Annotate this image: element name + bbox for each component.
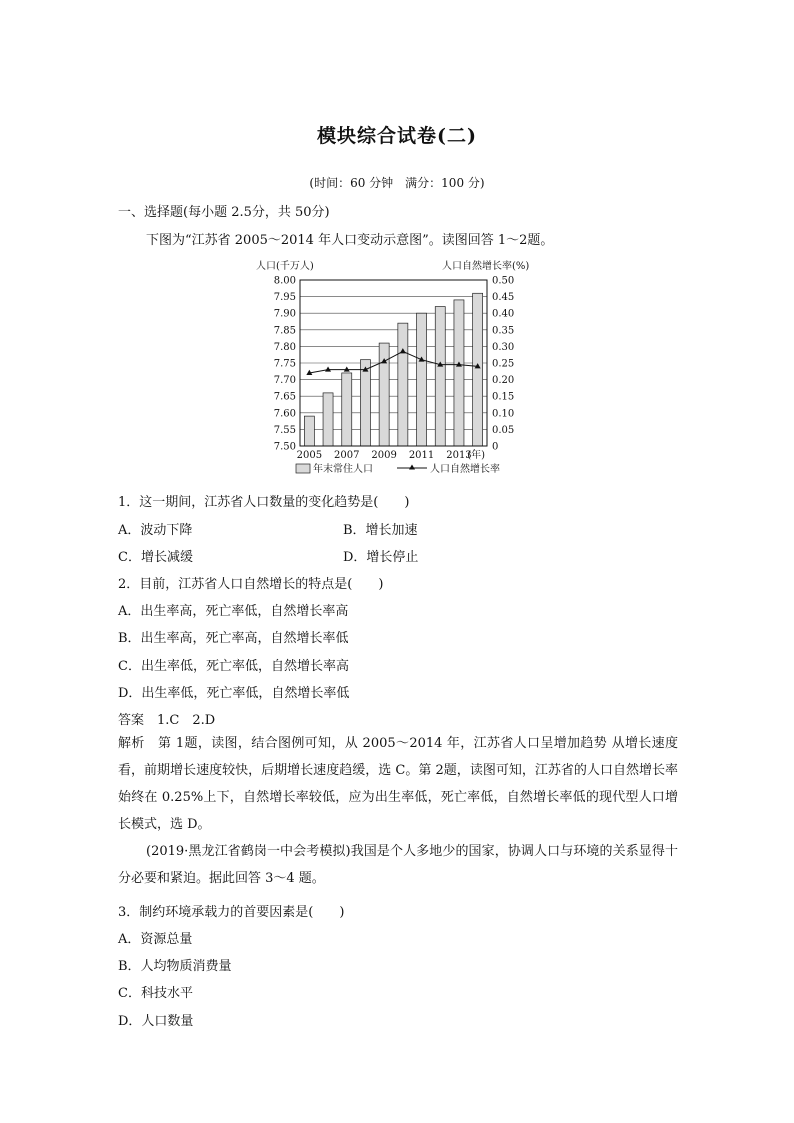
x-tick-label: 2005 [296, 450, 323, 461]
x-tick-label: 2013 [446, 450, 472, 461]
legend-line-label: 人口自然增长率 [430, 464, 500, 475]
right-axis-title: 人口自然增长率(%) [442, 261, 530, 272]
legend-bar-label: 年末常住人口 [313, 464, 373, 475]
right-tick-label: 0.45 [492, 292, 515, 304]
growth-rate-line [309, 351, 477, 373]
left-tick-label: 7.55 [273, 424, 296, 436]
answer-line: 答案 1.C 2.D [118, 713, 216, 728]
population-bar [435, 307, 445, 446]
left-tick-label: 7.65 [273, 391, 296, 403]
growth-rate-marker [344, 366, 350, 371]
population-bar [323, 393, 333, 446]
right-tick-label: 0.40 [492, 308, 515, 320]
population-bar [304, 416, 314, 446]
population-bar [398, 323, 408, 446]
population-bar [360, 360, 370, 446]
left-tick-label: 7.60 [273, 408, 296, 420]
question-1-option-c: C．增长减缓 [118, 550, 193, 565]
right-tick-label: 0.50 [492, 275, 515, 287]
population-bar [342, 373, 352, 446]
exam-meta: (时间：60 分钟 满分：100 分) [309, 176, 485, 190]
left-tick-label: 7.90 [273, 308, 296, 320]
left-tick-label: 7.50 [273, 441, 296, 453]
question-1-option-a: A．波动下降 [118, 523, 193, 538]
right-tick-label: 0.10 [492, 408, 515, 420]
population-bar [454, 300, 464, 446]
left-axis-title: 人口(千万人) [256, 261, 314, 272]
population-bar [473, 293, 483, 446]
question-1-stem: 1．这一期间，江苏省人口数量的变化趋势是( ) [118, 495, 410, 510]
question-3-option-d: D．人口数量 [118, 1014, 194, 1029]
question-2-stem: 2．目前，江苏省人口自然增长的特点是( ) [118, 577, 384, 592]
left-tick-label: 7.70 [273, 375, 296, 387]
question-3-option-c: C．科技水平 [118, 986, 193, 1001]
x-tick-label: 2007 [334, 450, 360, 461]
right-tick-label: 0.15 [492, 391, 515, 403]
question-2-option-b: B．出生率高，死亡率高，自然增长率低 [118, 631, 349, 646]
left-tick-label: 7.95 [273, 292, 296, 304]
question-2-option-c: C．出生率低，死亡率低，自然增长率高 [118, 659, 349, 674]
question-3-stem: 3．制约环境承载力的首要因素是( ) [118, 905, 345, 920]
x-axis-unit: (年) [467, 450, 485, 461]
population-chart [250, 254, 550, 486]
question-3-option-b: B．人均物质消费量 [118, 959, 232, 974]
growth-rate-marker [325, 366, 331, 371]
right-tick-label: 0.05 [492, 424, 515, 436]
legend-bar-swatch [296, 464, 310, 473]
legend-line-marker [409, 465, 415, 470]
x-tick-label: 2009 [371, 450, 397, 461]
section-heading: 一、选择题(每小题 2.5分，共 50分) [118, 205, 330, 220]
question-2-option-d: D．出生率低，死亡率低，自然增长率低 [118, 686, 350, 701]
population-bar [417, 313, 427, 446]
question-1-option-b: B．增长加速 [343, 523, 418, 538]
right-tick-label: 0.25 [492, 358, 515, 370]
left-tick-label: 7.85 [273, 325, 296, 337]
page-title: 模块综合试卷(二) [317, 125, 477, 147]
x-tick-label: 2011 [408, 450, 435, 461]
right-tick-label: 0 [492, 441, 499, 453]
right-tick-label: 0.20 [492, 375, 515, 387]
analysis-paragraph: 解析 第 1题，读图，结合图例可知，从 2005～2014 年，江苏省人口呈增加趋势 从增长速度看，前期增长速度较快，后期增长速度趋缓，选 C。第 2题，读图可知，江苏省的人口自然增长率始终在 0.25%上下，自然增长率较低，应为出生率低，死亡率低，自然增长率低的现代型人口增长模式，选 D。 [118, 736, 678, 832]
question-3-option-a: A．资源总量 [118, 932, 193, 947]
left-tick-label: 7.75 [273, 358, 296, 370]
right-tick-label: 0.30 [492, 341, 515, 353]
left-tick-label: 7.80 [273, 341, 296, 353]
question-2-option-a: A．出生率高，死亡率低，自然增长率高 [118, 604, 349, 619]
question-1-option-d: D．增长停止 [343, 550, 419, 565]
figure-intro: 下图为“江苏省 2005～2014 年人口变动示意图”。读图回答 1～2题。 [146, 233, 554, 248]
right-tick-label: 0.35 [492, 325, 515, 337]
context-paragraph: (2019·黑龙江省鹤岗一中会考模拟)我国是个人多地少的国家，协调人口与环境的关系显得十分必要和紧迫。据此回答 3～4 题。 [118, 844, 678, 886]
left-tick-label: 8.00 [273, 275, 296, 287]
